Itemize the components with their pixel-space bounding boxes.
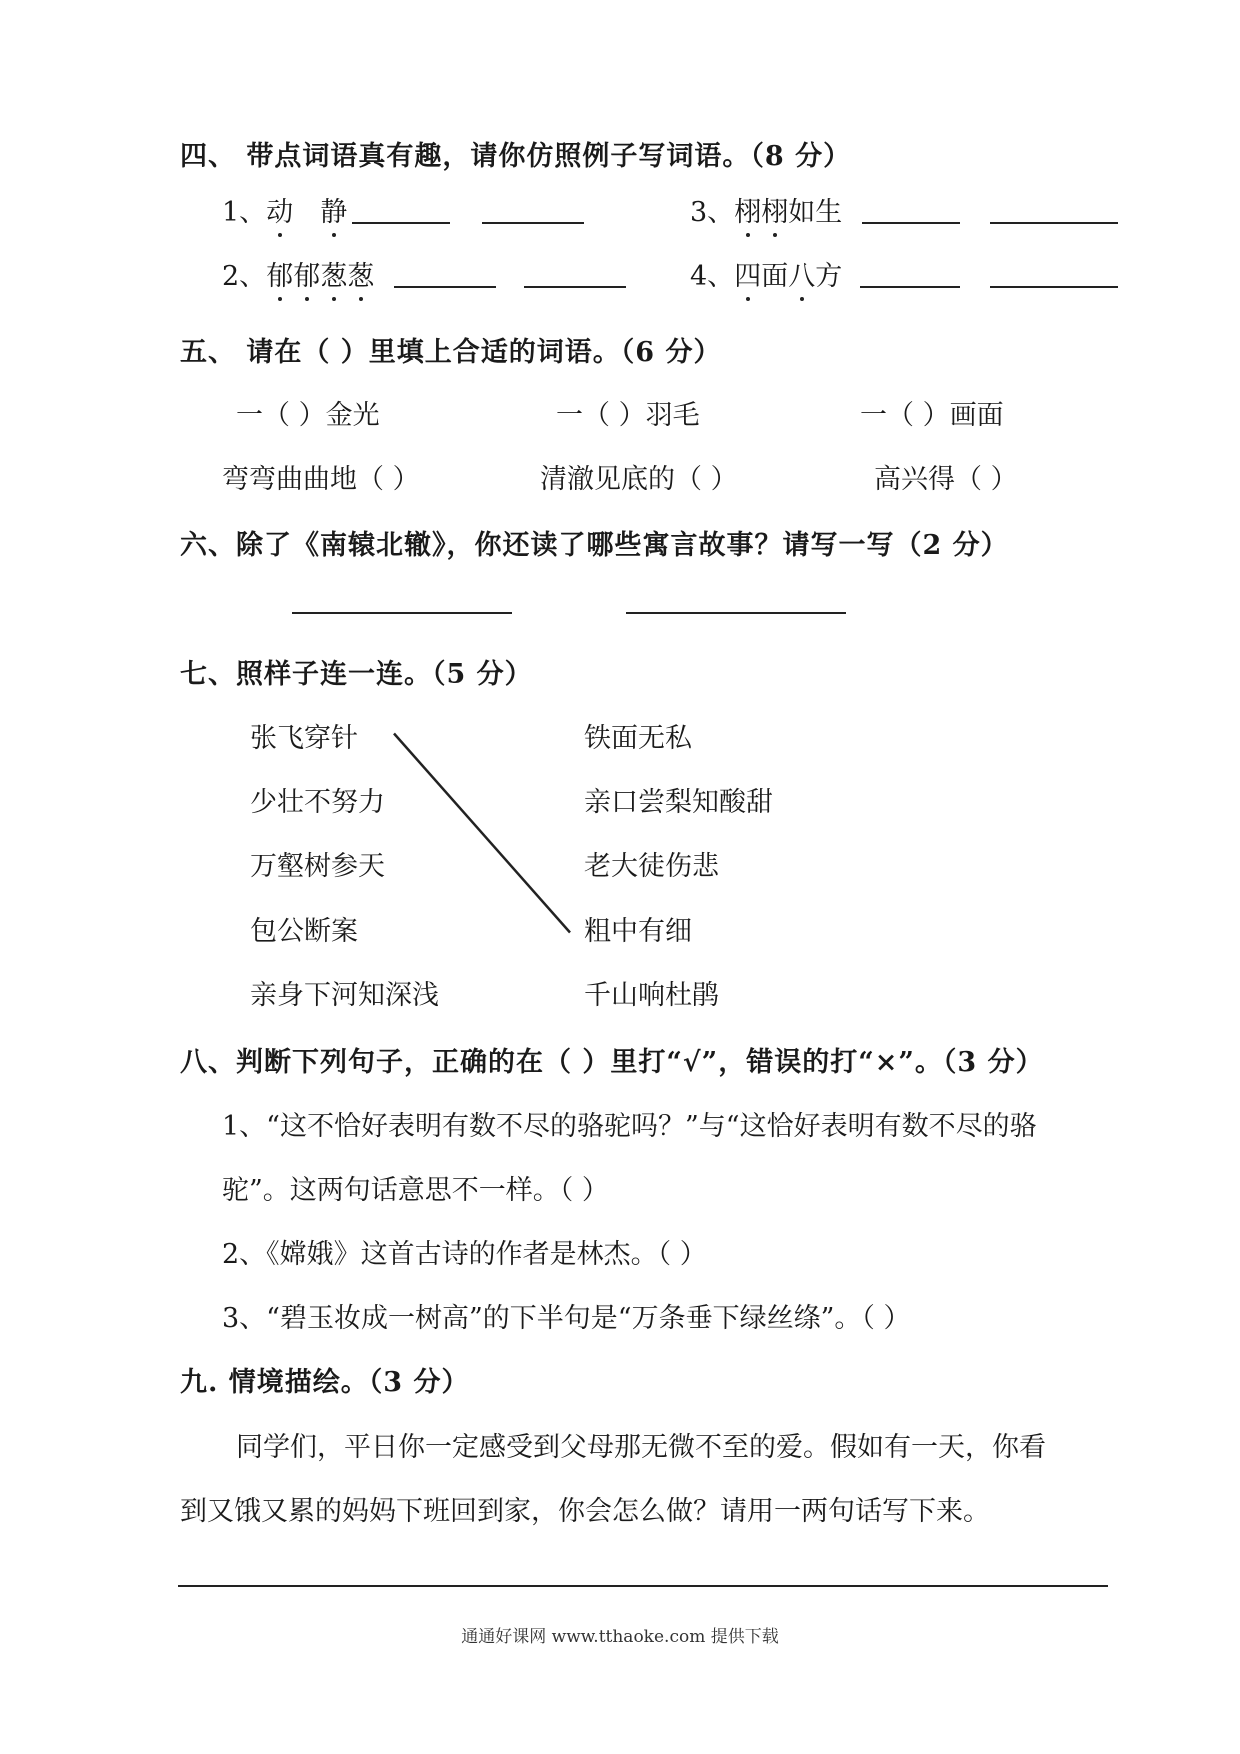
word-char: 生: [815, 197, 843, 228]
fill-phrase: 一（ ）羽毛: [556, 400, 700, 431]
answer-line[interactable]: [178, 1585, 1108, 1587]
word-char: 动: [266, 190, 293, 229]
word-char: 如: [788, 197, 816, 228]
section-4-heading: 四、 带点词语真有趣，请你仿照例子写词语。（8 分）: [180, 141, 852, 172]
section-9-heading: 九. 情境描绘。（3 分）: [180, 1367, 470, 1398]
match-right-item[interactable]: 粗中有细: [584, 916, 692, 947]
footer-text: 通通好课网 www.tthaoke.com 提供下载: [461, 1627, 779, 1647]
item-number: 4、: [690, 261, 735, 292]
prompt-paragraph-line: 到又饿又累的妈妈下班回到家，你会怎么做？请用一两句话写下来。: [180, 1496, 990, 1527]
section-6-heading: 六、除了《南辕北辙》，你还读了哪些寓言故事？请写一写（2 分）: [180, 530, 1009, 561]
section-8-heading: 八、判断下列句子，正确的在（ ）里打“√”，错误的打“×”。（3 分）: [180, 1047, 1044, 1078]
match-right-item[interactable]: 铁面无私: [584, 723, 692, 754]
word-char: 静: [320, 190, 347, 229]
section-7-heading: 七、照样子连一连。（5 分）: [180, 659, 533, 690]
judge-sentence: 2、《嫦娥》这首古诗的作者是林杰。（ ）: [222, 1239, 707, 1270]
judge-sentence-continued: 驼”。这两句话意思不一样。（ ）: [222, 1175, 609, 1206]
word-char: 面: [761, 261, 789, 292]
item-number: 2、: [222, 261, 267, 292]
fill-phrase: 一（ ）画面: [860, 400, 1004, 431]
sample-link-line: [394, 734, 570, 933]
prompt-paragraph-line: 同学们，平日你一定感受到父母那无微不至的爱。假如有一天，你看: [236, 1432, 1046, 1463]
match-right-item[interactable]: 亲口尝梨知酸甜: [584, 787, 773, 818]
item-number: 1、: [222, 197, 267, 228]
word-char: 方: [815, 261, 843, 292]
word-char: 栩: [761, 190, 788, 229]
word-char: 葱: [347, 254, 374, 293]
word-char: 四: [734, 254, 761, 293]
word-char: 八: [788, 254, 815, 293]
item-number: 3、: [690, 197, 735, 228]
match-left-item[interactable]: 包公断案: [250, 916, 358, 947]
word-char: 郁: [293, 254, 320, 293]
match-right-item[interactable]: 千山响杜鹃: [584, 980, 719, 1011]
word-char: 郁: [266, 254, 293, 293]
word-char: 葱: [320, 254, 347, 293]
fill-phrase: 一（ ）金光: [236, 400, 380, 431]
section-5-heading: 五、 请在（ ）里填上合适的词语。（6 分）: [180, 337, 722, 368]
fill-phrase: 高兴得（ ）: [874, 464, 1018, 495]
match-right-item[interactable]: 老大徒伤悲: [584, 851, 719, 882]
fill-phrase: 清澈见底的（ ）: [540, 464, 738, 495]
judge-sentence: 1、“这不恰好表明有数不尽的骆驼吗？”与“这恰好表明有数不尽的骆: [222, 1111, 1037, 1142]
match-left-item[interactable]: 少壮不努力: [250, 787, 385, 818]
word-char: 栩: [734, 190, 761, 229]
match-left-item[interactable]: 万壑树参天: [250, 851, 385, 882]
match-left-item[interactable]: 张飞穿针: [250, 723, 358, 754]
fill-phrase: 弯弯曲曲地（ ）: [222, 464, 420, 495]
match-left-item[interactable]: 亲身下河知深浅: [250, 980, 439, 1011]
judge-sentence: 3、“碧玉妆成一树高”的下半句是“万条垂下绿丝绦”。（ ）: [222, 1303, 911, 1334]
